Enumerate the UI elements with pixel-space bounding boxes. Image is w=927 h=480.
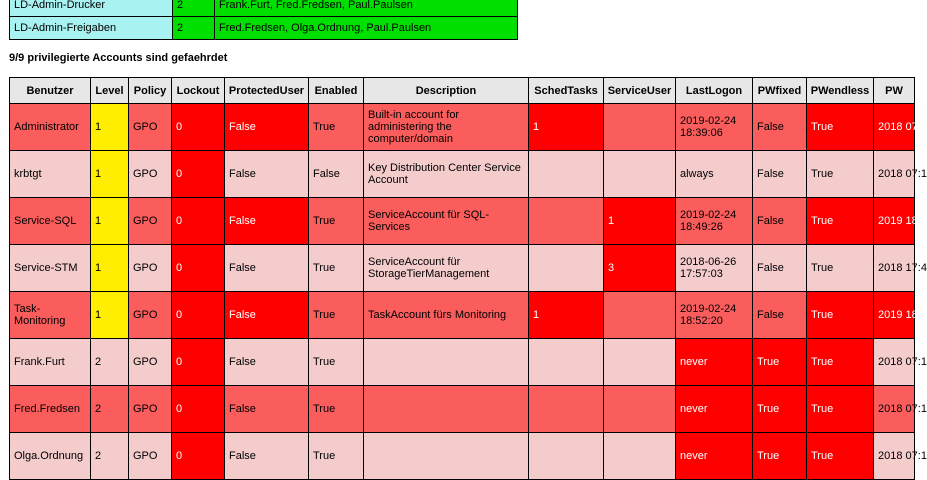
cell-protecteduser: False — [225, 292, 309, 339]
cell-level: 1 — [91, 104, 129, 151]
cell-lastlogon: 2019-02-24 18:52:20 — [676, 292, 753, 339]
cell-level: 2 — [91, 339, 129, 386]
cell-lockout: 0 — [172, 339, 225, 386]
table-header-row — [10, 78, 915, 104]
group-level: 2 — [173, 0, 215, 17]
cell-pwendless: True — [807, 198, 874, 245]
cell-pwfixed: False — [753, 104, 807, 151]
cell-lastlogon: 2019-02-24 18:49:26 — [676, 198, 753, 245]
cell-benutzer: Fred.Fredsen — [10, 386, 91, 433]
cell-benutzer: Administrator — [10, 104, 91, 151]
cell-schedtasks — [529, 151, 604, 198]
cell-lockout: 0 — [172, 198, 225, 245]
cell-policy: GPO — [129, 433, 172, 480]
cell-lockout: 0 — [172, 104, 225, 151]
cell-description: TaskAccount fürs Monitoring — [364, 292, 529, 339]
cell-policy: GPO — [129, 198, 172, 245]
table-row — [10, 104, 915, 151]
cell-pw: 2019 18:4 — [874, 198, 915, 245]
table-row — [10, 198, 915, 245]
group-row — [10, 17, 518, 40]
cell-enabled: True — [309, 386, 364, 433]
cell-enabled: True — [309, 198, 364, 245]
cell-enabled: False — [309, 151, 364, 198]
cell-schedtasks — [529, 245, 604, 292]
cell-lockout: 0 — [172, 433, 225, 480]
cell-protecteduser: False — [225, 339, 309, 386]
column-header-pwendless[interactable]: PWendless — [807, 78, 874, 104]
cell-protecteduser: False — [225, 433, 309, 480]
cell-description — [364, 386, 529, 433]
cell-enabled: True — [309, 104, 364, 151]
cell-benutzer: krbtgt — [10, 151, 91, 198]
cell-description: ServiceAccount für StorageTierManagement — [364, 245, 529, 292]
cell-lastlogon: never — [676, 386, 753, 433]
accounts-table — [9, 77, 927, 480]
cell-description: ServiceAccount für SQL-Services — [364, 198, 529, 245]
cell-serviceuser: 1 — [604, 198, 676, 245]
cell-serviceuser — [604, 339, 676, 386]
table-row — [10, 386, 915, 433]
cell-protecteduser: False — [225, 386, 309, 433]
cell-benutzer: Service-STM — [10, 245, 91, 292]
cell-policy: GPO — [129, 339, 172, 386]
cell-description — [364, 339, 529, 386]
cell-pw: 2018 07:1 — [874, 151, 915, 198]
group-row — [10, 0, 518, 17]
table-row — [10, 292, 915, 339]
cell-pwendless: True — [807, 104, 874, 151]
cell-description: Key Distribution Center Service Account — [364, 151, 529, 198]
column-header-benutzer[interactable]: Benutzer — [10, 78, 91, 104]
cell-pwfixed: True — [753, 339, 807, 386]
cell-policy: GPO — [129, 292, 172, 339]
group-members: Fred.Fredsen, Olga.Ordnung, Paul.Paulsen — [215, 17, 518, 40]
cell-serviceuser — [604, 292, 676, 339]
column-header-policy[interactable]: Policy — [129, 78, 172, 104]
cell-pw: 2018 07:1 — [874, 339, 915, 386]
column-header-enabled[interactable]: Enabled — [309, 78, 364, 104]
group-level: 2 — [173, 17, 215, 40]
cell-policy: GPO — [129, 245, 172, 292]
cell-schedtasks — [529, 433, 604, 480]
cell-level: 1 — [91, 245, 129, 292]
cell-pwendless: True — [807, 151, 874, 198]
cell-lockout: 0 — [172, 292, 225, 339]
column-header-protecteduser[interactable]: ProtectedUser — [225, 78, 309, 104]
group-table — [9, 0, 518, 40]
cell-level: 2 — [91, 386, 129, 433]
cell-protecteduser: False — [225, 245, 309, 292]
cell-description — [364, 433, 529, 480]
cell-policy: GPO — [129, 151, 172, 198]
cell-pwendless: True — [807, 386, 874, 433]
column-header-level[interactable]: Level — [91, 78, 129, 104]
cell-lastlogon: never — [676, 433, 753, 480]
cell-benutzer: Service-SQL — [10, 198, 91, 245]
cell-lastlogon: always — [676, 151, 753, 198]
cell-level: 1 — [91, 292, 129, 339]
cell-level: 1 — [91, 151, 129, 198]
cell-pwendless: True — [807, 292, 874, 339]
cell-serviceuser — [604, 433, 676, 480]
cell-pw: 2019 18:5 — [874, 292, 915, 339]
cell-pw: 2018 17:4 — [874, 245, 915, 292]
cell-description: Built-in account for administering the computer/domain — [364, 104, 529, 151]
cell-pw: 2018 07:1 — [874, 104, 915, 151]
column-header-pwfixed[interactable]: PWfixed — [753, 78, 807, 104]
cell-pwfixed: False — [753, 198, 807, 245]
cell-pw: 2018 07:1 — [874, 386, 915, 433]
column-header-lastlogon[interactable]: LastLogon — [676, 78, 753, 104]
cell-enabled: True — [309, 292, 364, 339]
cell-policy: GPO — [129, 104, 172, 151]
cell-protecteduser: False — [225, 151, 309, 198]
cell-pwfixed: True — [753, 433, 807, 480]
cell-level: 1 — [91, 198, 129, 245]
cell-pw: 2018 07:1 — [874, 433, 915, 480]
cell-lastlogon: never — [676, 339, 753, 386]
cell-lockout: 0 — [172, 386, 225, 433]
cell-schedtasks — [529, 386, 604, 433]
cell-benutzer: Olga.Ordnung — [10, 433, 91, 480]
table-row — [10, 339, 915, 386]
cell-lockout: 0 — [172, 151, 225, 198]
column-header-lockout[interactable]: Lockout — [172, 78, 225, 104]
cell-pwfixed: False — [753, 245, 807, 292]
cell-schedtasks — [529, 198, 604, 245]
column-header-pw[interactable]: PW — [874, 78, 915, 104]
cell-schedtasks: 1 — [529, 104, 604, 151]
table-row — [10, 245, 915, 292]
cell-enabled: True — [309, 245, 364, 292]
cell-level: 2 — [91, 433, 129, 480]
cell-schedtasks: 1 — [529, 292, 604, 339]
table-row — [10, 433, 915, 480]
group-name: LD-Admin-Freigaben — [10, 17, 173, 40]
section-heading: 9/9 privilegierte Accounts sind gefaehrdet — [9, 52, 228, 64]
cell-pwfixed: True — [753, 386, 807, 433]
cell-serviceuser — [604, 386, 676, 433]
cell-protecteduser: False — [225, 104, 309, 151]
cell-serviceuser: 3 — [604, 245, 676, 292]
cell-benutzer: Task-Monitoring — [10, 292, 91, 339]
group-name: LD-Admin-Drucker — [10, 0, 173, 17]
table-row — [10, 151, 915, 198]
cell-benutzer: Frank.Furt — [10, 339, 91, 386]
cell-enabled: True — [309, 433, 364, 480]
column-header-description[interactable]: Description — [364, 78, 529, 104]
cell-policy: GPO — [129, 386, 172, 433]
cell-pwendless: True — [807, 245, 874, 292]
cell-schedtasks — [529, 339, 604, 386]
cell-protecteduser: False — [225, 198, 309, 245]
cell-pwfixed: False — [753, 292, 807, 339]
group-members: Frank.Furt, Fred.Fredsen, Paul.Paulsen — [215, 0, 518, 17]
column-header-serviceuser[interactable]: ServiceUser — [604, 78, 676, 104]
cell-pwendless: True — [807, 433, 874, 480]
column-header-schedtasks[interactable]: SchedTasks — [529, 78, 604, 104]
cell-pwfixed: False — [753, 151, 807, 198]
cell-lockout: 0 — [172, 245, 225, 292]
cell-pwendless: True — [807, 339, 874, 386]
cell-serviceuser — [604, 151, 676, 198]
cell-enabled: True — [309, 339, 364, 386]
cell-lastlogon: 2018-06-26 17:57:03 — [676, 245, 753, 292]
cell-lastlogon: 2019-02-24 18:39:06 — [676, 104, 753, 151]
cell-serviceuser — [604, 104, 676, 151]
